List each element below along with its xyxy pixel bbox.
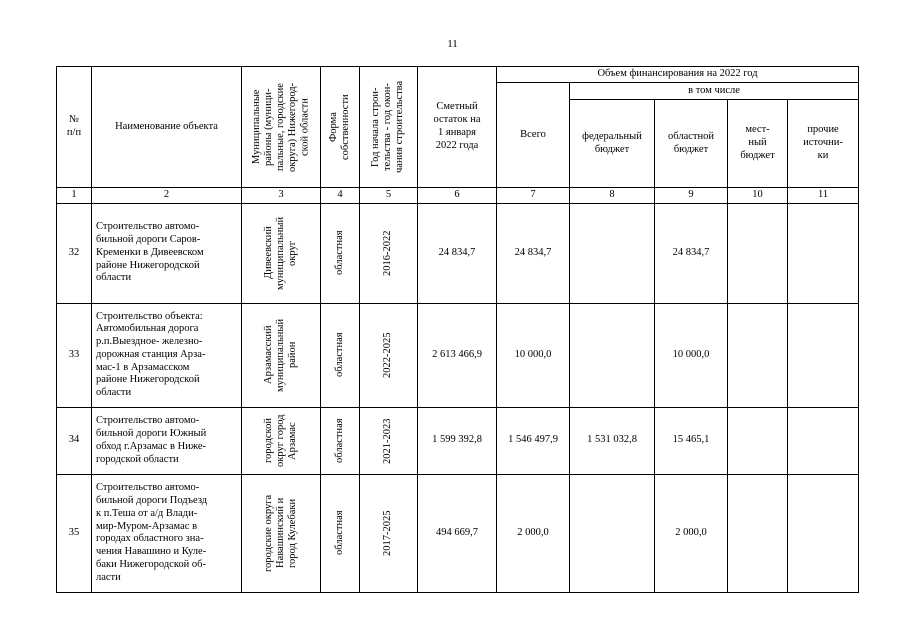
years-text: 2021-2023 xyxy=(382,418,394,464)
table-row xyxy=(57,303,859,407)
column-number: 6 xyxy=(418,188,497,204)
object-name xyxy=(92,203,242,303)
estimate-cell: 1 599 392,8 xyxy=(418,407,497,474)
years-text: 2016-2022 xyxy=(382,230,394,277)
page-number: 11 xyxy=(447,38,458,50)
other-cell xyxy=(788,303,859,407)
years-cell xyxy=(360,474,418,592)
estimate-cell: 2 613 466,9 xyxy=(418,303,497,407)
other-cell xyxy=(788,407,859,474)
column-number: 3 xyxy=(242,188,321,204)
header-no-text: № п/п xyxy=(66,114,82,138)
row-number: 33 xyxy=(57,303,92,407)
municipality-text: городские округа Навашинский и город Кулебаки xyxy=(262,494,299,572)
column-number: 11 xyxy=(788,188,859,204)
column-number: 9 xyxy=(655,188,728,204)
header-years-text: Год начала строи- тельства - год окон- чания строительства xyxy=(370,80,406,174)
federal-cell xyxy=(570,474,655,592)
header-other xyxy=(788,100,859,188)
other-cell xyxy=(788,474,859,592)
financing-table xyxy=(56,66,859,593)
other-cell xyxy=(788,203,859,303)
column-number: 2 xyxy=(92,188,242,204)
local-cell xyxy=(728,474,788,592)
header-local xyxy=(728,100,788,188)
regional-cell: 15 465,1 xyxy=(655,407,728,474)
header-funding-group xyxy=(497,67,859,83)
regional-cell: 2 000,0 xyxy=(655,474,728,592)
estimate-cell: 24 834,7 xyxy=(418,203,497,303)
header-other-text: прочие источни- ки xyxy=(803,124,843,161)
ownership-text: областная xyxy=(333,231,345,276)
header-total-text: Всего xyxy=(520,128,546,140)
total-cell: 1 546 497,9 xyxy=(497,407,570,474)
row-number: 32 xyxy=(57,203,92,303)
table-row xyxy=(57,407,859,474)
header-federal xyxy=(570,100,655,188)
column-number: 5 xyxy=(360,188,418,204)
municipality-cell xyxy=(242,203,321,303)
local-cell xyxy=(728,203,788,303)
years-cell xyxy=(360,303,418,407)
header-federal-text: федеральный бюджет xyxy=(582,130,642,155)
object-name-text: Строительство автомо- бильной дороги Саров- Кременки в Дивеевском районе Нижегородской области xyxy=(96,221,204,284)
header-years xyxy=(360,67,418,188)
column-number: 10 xyxy=(728,188,788,204)
column-number: 1 xyxy=(57,188,92,204)
ownership-text: областная xyxy=(333,333,345,378)
column-number: 7 xyxy=(497,188,570,204)
regional-cell: 24 834,7 xyxy=(655,203,728,303)
row-number: 35 xyxy=(57,474,92,592)
header-municipality-text: Муниципальные районы (муници- пальные, городские округа) Нижегород- ской области xyxy=(250,82,311,172)
object-name-text: Строительство автомо- бильной дороги Южный обход г.Арзамас в Ниже- городской области xyxy=(96,415,207,465)
total-cell: 10 000,0 xyxy=(497,303,570,407)
header-name-text: Наименование объекта xyxy=(115,120,218,132)
header-regional-text: областной бюджет xyxy=(668,130,714,155)
municipality-text: Дивеевский муниципальный округ xyxy=(262,216,299,290)
federal-cell xyxy=(570,303,655,407)
header-estimate xyxy=(418,67,497,188)
municipality-cell xyxy=(242,303,321,407)
ownership-text: областная xyxy=(333,511,345,556)
object-name-text: Строительство объекта: Автомобильная дорога р.п.Выездное- железно- дорожная станция Арза- мас-1 в Арзамасском районе Нижегородской области xyxy=(96,310,206,399)
municipality-text: Арзамасский муниципальный район xyxy=(262,318,299,392)
local-cell xyxy=(728,303,788,407)
ownership-cell xyxy=(321,203,360,303)
row-number: 34 xyxy=(57,407,92,474)
municipality-text: городской округ город Арзамас xyxy=(262,414,299,468)
local-cell xyxy=(728,407,788,474)
object-name xyxy=(92,474,242,592)
ownership-cell xyxy=(321,407,360,474)
column-number: 4 xyxy=(321,188,360,204)
municipality-cell xyxy=(242,474,321,592)
ownership-cell xyxy=(321,303,360,407)
federal-cell: 1 531 032,8 xyxy=(570,407,655,474)
column-number: 8 xyxy=(570,188,655,204)
header-local-text: мест- ный бюджет xyxy=(740,124,775,161)
object-name-text: Строительство автомо- бильной дороги Подъезд к п.Теша от а/д Влади- мир-Муром-Арзамас в городах областного зна- чения Навашино и Куле- баки Нижегородской об- ласти xyxy=(96,482,208,583)
federal-cell xyxy=(570,203,655,303)
regional-cell: 10 000,0 xyxy=(655,303,728,407)
ownership-cell xyxy=(321,474,360,592)
header-including xyxy=(570,82,859,99)
ownership-text: областная xyxy=(333,418,345,464)
header-ownership-text: Форма собственности xyxy=(327,94,351,160)
years-cell xyxy=(360,203,418,303)
header-no xyxy=(57,67,92,188)
estimate-cell: 494 669,7 xyxy=(418,474,497,592)
table-row xyxy=(57,203,859,303)
column-number-row xyxy=(57,188,859,204)
table-row xyxy=(57,474,859,592)
object-name xyxy=(92,407,242,474)
years-text: 2022-2025 xyxy=(382,332,394,379)
municipality-cell xyxy=(242,407,321,474)
header-municipality xyxy=(242,67,321,188)
years-cell xyxy=(360,407,418,474)
years-text: 2017-2025 xyxy=(382,510,394,557)
total-cell: 24 834,7 xyxy=(497,203,570,303)
header-including-text: в том числе xyxy=(688,84,740,96)
total-cell: 2 000,0 xyxy=(497,474,570,592)
header-regional xyxy=(655,100,728,188)
header-total xyxy=(497,82,570,187)
header-estimate-text: Сметный остаток на 1 января 2022 года xyxy=(433,101,481,151)
header-name xyxy=(92,67,242,188)
header-ownership xyxy=(321,67,360,188)
object-name xyxy=(92,303,242,407)
header-funding-group-text: Объем финансирования на 2022 год xyxy=(597,68,758,79)
